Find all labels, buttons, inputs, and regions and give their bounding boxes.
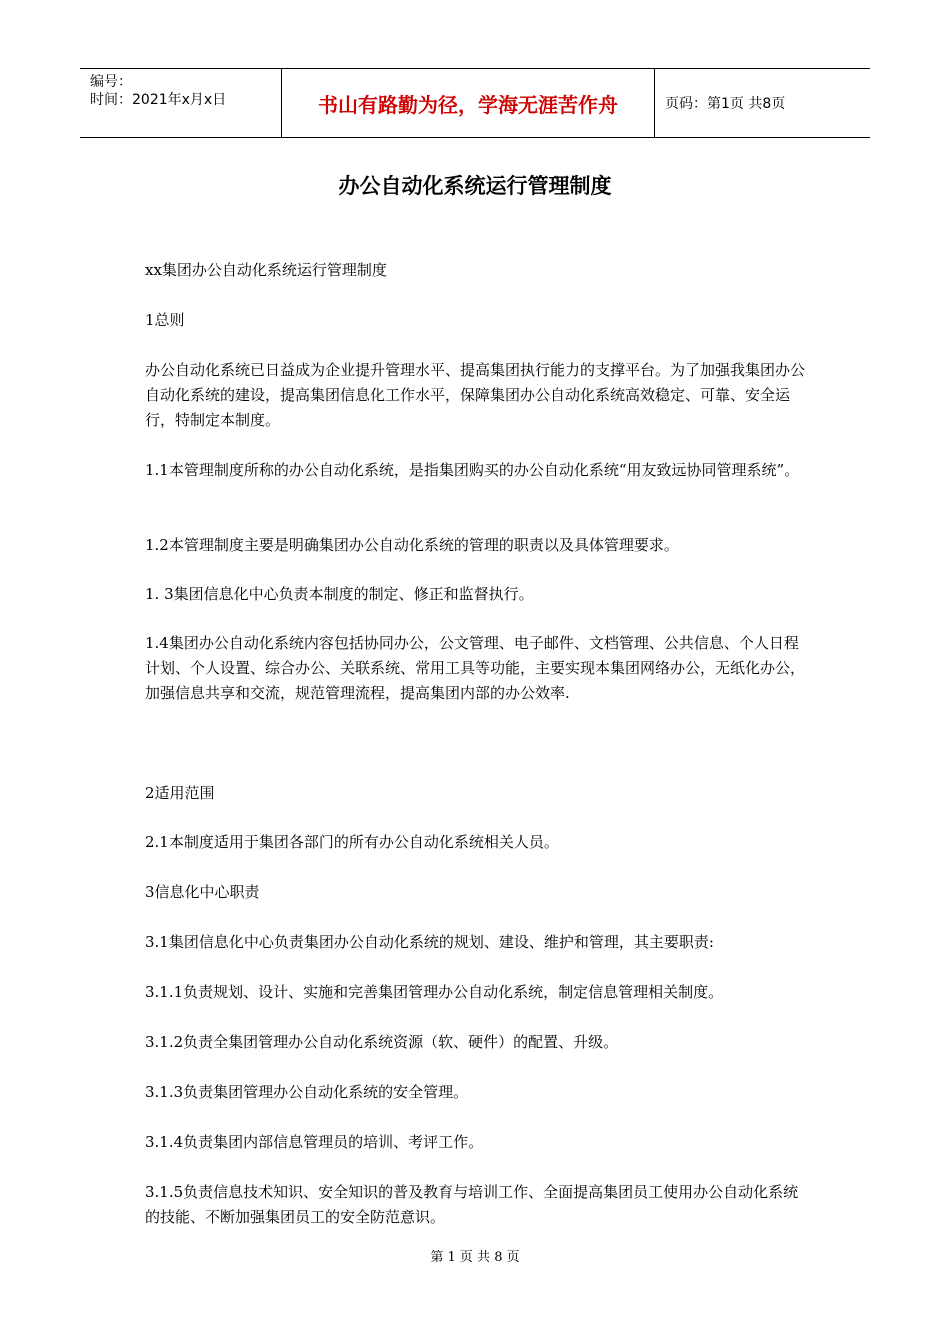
paragraph: 3.1.4负责集团内部信息管理员的培训、考评工作。 [145, 1133, 484, 1151]
paragraph: 1. 3集团信息化中心负责本制度的制定、修正和监督执行。 [145, 585, 534, 603]
paragraph: 3.1集团信息化中心负责集团办公自动化系统的规划、建设、维护和管理，其主要职责: [145, 933, 714, 951]
paragraph: 3.1.3负责集团管理办公自动化系统的安全管理。 [145, 1083, 469, 1101]
paragraph: 1.2本管理制度主要是明确集团办公自动化系统的管理的职责以及具体管理要求。 [145, 536, 679, 554]
paragraph: 3.1.2负责全集团管理办公自动化系统资源（软、硬件）的配置、升级。 [145, 1033, 619, 1051]
page-footer: 第 1 页 共 8 页 [430, 1250, 520, 1265]
paragraph: 3.1.1负责规划、设计、实施和完善集团管理办公自动化系统，制定信息管理相关制度。 [145, 983, 724, 1001]
paragraph: xx集团办公自动化系统运行管理制度 [145, 261, 387, 279]
document-time: 时间：2021年x月x日 [90, 92, 227, 108]
document-title: 办公自动化系统运行管理制度 [338, 174, 612, 198]
section-heading: 1总则 [145, 311, 185, 329]
header-page-info: 页码：第1页 共8页 [665, 96, 786, 112]
header-info-cell [80, 69, 282, 137]
paragraph: 1.1本管理制度所称的办公自动化系统，是指集团购买的办公自动化系统“用友致远协同管理系统”。 [145, 461, 800, 479]
section-heading: 2适用范围 [145, 784, 215, 802]
header-table [80, 68, 870, 138]
paragraph: 2.1本制度适用于集团各部门的所有办公自动化系统相关人员。 [145, 833, 559, 851]
paragraph: 3.1.5负责信息技术知识、安全知识的普及教育与培训工作、全面提高集团员工使用办公自动化系统的技能、不断加强集团员工的安全防范意识。 [145, 1183, 799, 1226]
section-heading: 3信息化中心职责 [145, 883, 260, 901]
document-number: 编号： [90, 74, 132, 90]
header-motto: 书山有路勤为径，学海无涯苦作舟 [282, 69, 655, 137]
paragraph: 办公自动化系统已日益成为企业提升管理水平、提高集团执行能力的支撑平台。为了加强我集团办公自动化系统的建设，提高集团信息化工作水平，保障集团办公自动化系统高效稳定、可靠、安全运行，特制定本制度。 [145, 361, 806, 429]
paragraph: 1.4集团办公自动化系统内容包括协同办公，公文管理、电子邮件、文档管理、公共信息、个人日程计划、个人设置、综合办公、关联系统、常用工具等功能，主要实现本集团网络办公，无纸化办公，加强信息共享和交流，规范管理流程，提高集团内部的办公效率. [145, 634, 806, 702]
